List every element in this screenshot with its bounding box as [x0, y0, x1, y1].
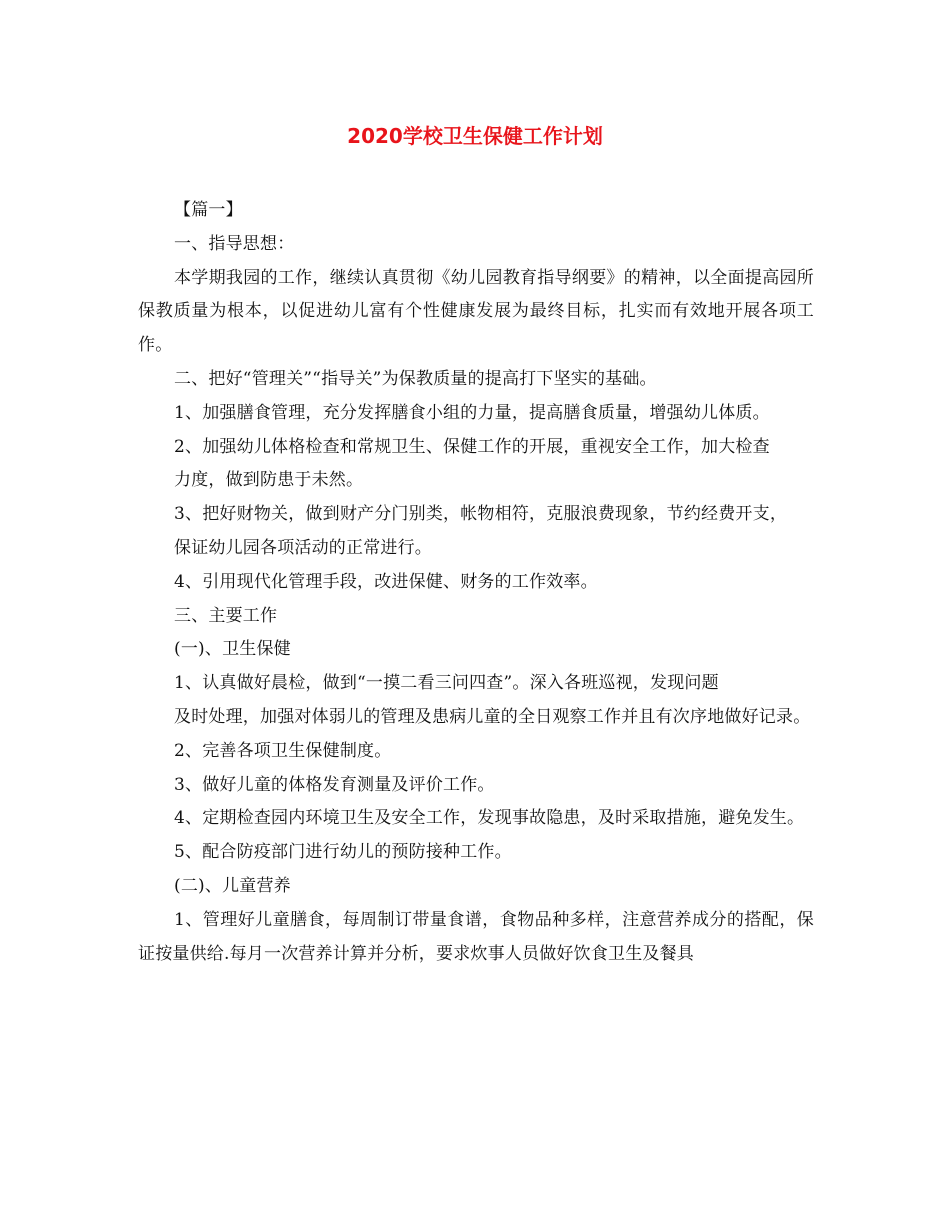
- paragraph-item: 1、管理好儿童膳食，每周制订带量食谱，食物品种多样，注意营养成分的搭配，保证按量供给.每月一次营养计算并分析，要求炊事人员做好饮食卫生及餐具: [138, 909, 814, 964]
- paragraph-continuation: 保证幼儿园各项活动的正常进行。: [174, 537, 432, 558]
- paragraph-item: 3、把好财物关，做到财产分门别类，帐物相符，克服浪费现象，节约经费开支，: [174, 504, 788, 525]
- paragraph-item: 4、定期检查园内环境卫生及安全工作，发现事故隐患，及时采取措施，避免发生。: [174, 808, 805, 829]
- page-title: 2020学校卫生保健工作计划: [347, 124, 603, 148]
- heading-main-work: 三、主要工作: [174, 605, 278, 626]
- paragraph-continuation: 及时处理，加强对体弱儿的管理及患病儿童的全日观察工作并且有次序地做好记录。: [174, 706, 811, 727]
- paragraph-guiding-ideology: 本学期我园的工作，继续认真贯彻《幼儿园教育指导纲要》的精神，以全面提高园所保教质量为根本，以促进幼儿富有个性健康发展为最终目标，扎实而有效地开展各项工作。: [138, 267, 814, 356]
- paragraph-item: 1、加强膳食管理，充分发挥膳食小组的力量，提高膳食质量，增强幼儿体质。: [174, 402, 770, 423]
- paragraph-item: 4、引用现代化管理手段，改进保健、财务的工作效率。: [174, 571, 598, 592]
- paragraph-continuation: 力度，做到防患于未然。: [174, 470, 364, 491]
- paragraph-item: 2、加强幼儿体格检查和常规卫生、保健工作的开展，重视安全工作，加大检查: [174, 436, 770, 457]
- paragraph-item: 5、配合防疫部门进行幼儿的预防接种工作。: [174, 842, 512, 863]
- paragraph-item: 3、做好儿童的体格发育测量及评价工作。: [174, 774, 495, 795]
- subheading-nutrition: (二)、儿童营养: [174, 875, 291, 896]
- subheading-health-care: (一)、卫生保健: [174, 639, 291, 660]
- document-body: [138, 194, 814, 971]
- paragraph-item: 2、完善各项卫生保健制度。: [174, 740, 392, 761]
- section-label: 【篇一】: [174, 200, 243, 220]
- paragraph-item: 1、认真做好晨检，做到“一摸二看三问四查”。深入各班巡视，发现问题: [174, 673, 719, 694]
- heading-management: 二、把好“管理关”“指导关”为保教质量的提高打下坚实的基础。: [174, 368, 657, 389]
- heading-guiding-ideology: 一、指导思想：: [174, 233, 295, 254]
